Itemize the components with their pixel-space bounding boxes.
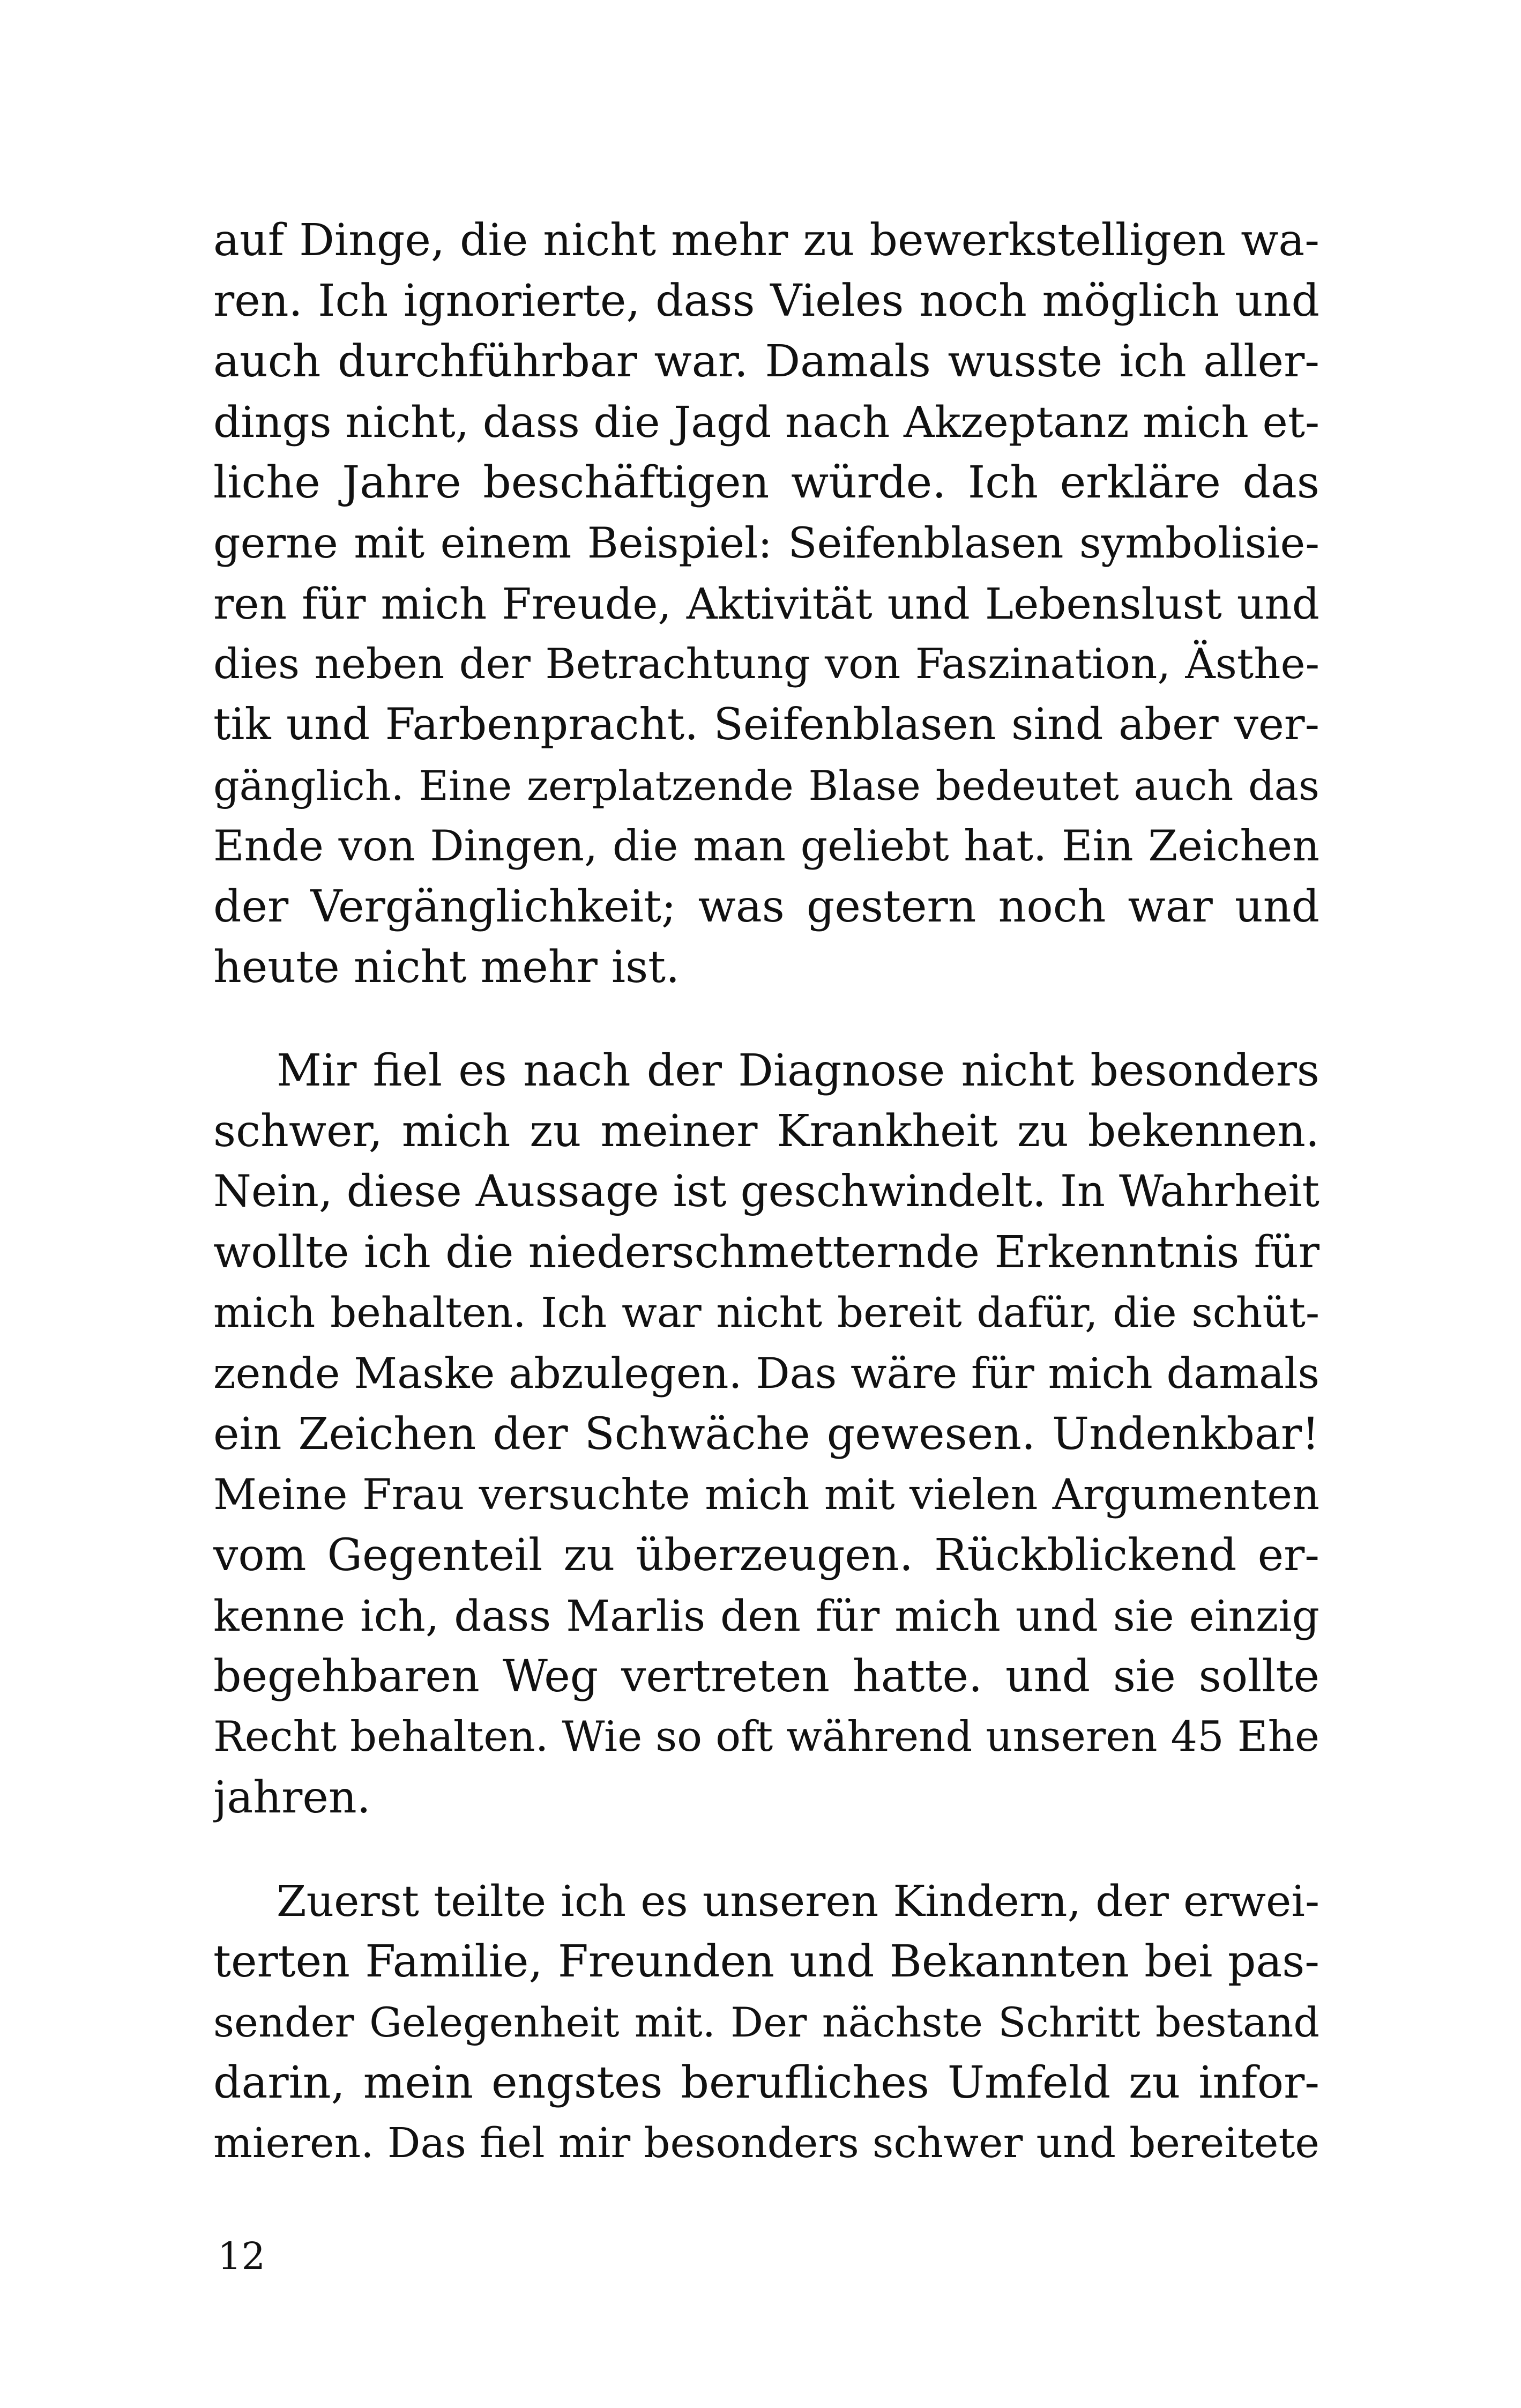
text-line: wollte ich die niederschmetternde Erkenntnis für <box>213 1227 1319 1278</box>
text-line: kenne ich, dass Marlis den für mich und sie einzig <box>213 1591 1319 1641</box>
text-line: Nein, diese Aussage ist geschwindelt. In Wahrheit <box>213 1166 1319 1217</box>
text-line: begehbaren Weg vertreten hatte. und sie sollte <box>213 1651 1319 1702</box>
text-line: mich behalten. Ich war nicht bereit dafür, die schüt- <box>213 1289 1319 1337</box>
text-line: tik und Farbenpracht. Seifenblasen sind aber ver- <box>213 700 1319 750</box>
body-text <box>213 210 1319 2174</box>
text-line: heute nicht mehr ist. <box>213 942 680 993</box>
text-line: Recht behalten. Wie so oft während unseren 45 Ehe <box>213 1713 1319 1761</box>
paragraph-gap <box>213 1828 1319 1871</box>
text-line: auch durchführbar war. Damals wusste ich aller- <box>213 336 1319 387</box>
text-line: darin, mein engstes berufliches Umfeld zu infor- <box>213 2057 1319 2108</box>
text-line: dies neben der Betrachtung von Faszination, Ästhe- <box>213 640 1319 688</box>
page-number: 12 <box>218 2234 266 2278</box>
text-line: ein Zeichen der Schwäche gewesen. Undenkbar! <box>213 1409 1319 1460</box>
text-line: gerne mit einem Beispiel: Seifenblasen symbolisie- <box>213 518 1319 568</box>
text-line: sender Gelegenheit mit. Der nächste Schritt bestand <box>213 1998 1319 2046</box>
text-line: vom Gegenteil zu überzeugen. Rückblickend er- <box>213 1530 1319 1581</box>
paragraph-gap <box>213 998 1319 1041</box>
text-line: Zuerst teilte ich es unseren Kindern, der erwei- <box>277 1876 1319 1926</box>
text-line: Mir fiel es nach der Diagnose nicht besonders <box>277 1045 1319 1096</box>
text-line: terten Familie, Freunden und Bekannten bei pas- <box>213 1936 1319 1987</box>
text-line: schwer, mich zu meiner Krankheit zu bekennen. <box>213 1106 1319 1157</box>
text-line: ren für mich Freude, Aktivität und Lebenslust und <box>213 579 1319 629</box>
text-line: ren. Ich ignorierte, dass Vieles noch möglich und <box>213 276 1319 326</box>
text-line: gänglich. Eine zerplatzende Blase bedeutet auch das <box>213 762 1319 809</box>
text-line: jahren. <box>213 1772 371 1823</box>
text-line: Meine Frau versuchte mich mit vielen Argumenten <box>213 1470 1319 1519</box>
text-line: Ende von Dingen, die man geliebt hat. Ein Zeichen <box>213 821 1319 871</box>
text-line: auf Dinge, die nicht mehr zu bewerkstelligen wa- <box>213 215 1319 266</box>
text-line: der Vergänglichkeit; was gestern noch war und <box>213 881 1319 932</box>
text-line: zende Maske abzulegen. Das wäre für mich damals <box>213 1349 1319 1398</box>
text-line: mieren. Das fiel mir besonders schwer und bereitete <box>213 2120 1319 2167</box>
text-line: liche Jahre beschäftigen würde. Ich erkläre das <box>213 457 1319 508</box>
text-line: dings nicht, dass die Jagd nach Akzeptanz mich et- <box>213 397 1319 447</box>
